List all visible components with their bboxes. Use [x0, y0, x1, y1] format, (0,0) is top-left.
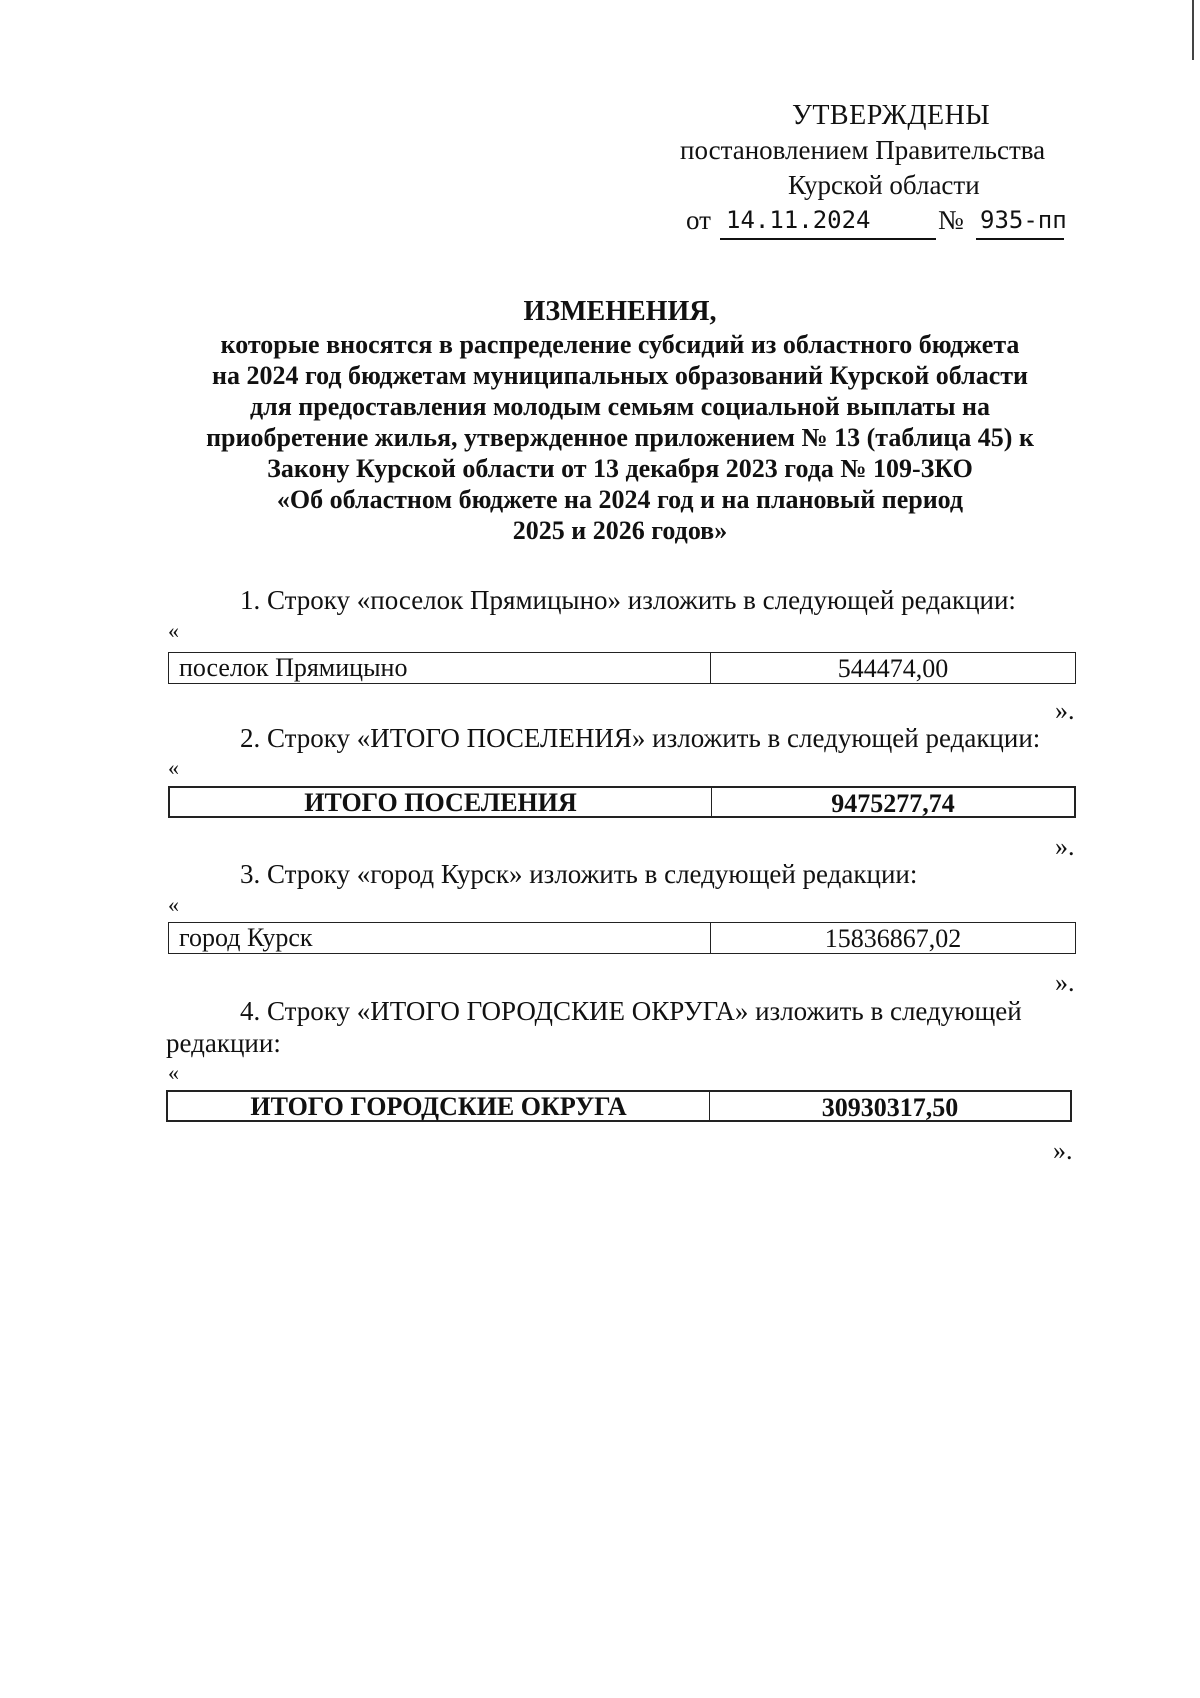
approval-title: УТВЕРЖДЕНЫ: [792, 100, 991, 131]
heading-line: 2025 и 2026 годов»: [512, 516, 728, 545]
row-2-name: ИТОГО ПОСЕЛЕНИЯ: [170, 788, 712, 816]
quote-close-4: ».: [1053, 1136, 1073, 1165]
quote-open-4: «: [168, 1060, 179, 1085]
item-3-text: 3. Строку «город Курск» изложить в следующей редакции:: [240, 859, 918, 889]
document-heading: [160, 296, 1080, 546]
quote-close-2: ».: [1055, 832, 1075, 861]
approval-from-label: от: [686, 205, 711, 235]
approval-number-label: №: [938, 205, 964, 235]
row-4-value: 30930317,50: [821, 1093, 959, 1122]
quote-open-2: «: [168, 755, 179, 780]
heading-line: Закону Курской области от 13 декабря 2023 года № 109-ЗКО: [267, 454, 973, 483]
quote-close-3: ».: [1055, 968, 1075, 997]
row-1-value: 544474,00: [837, 654, 949, 683]
document-title: ИЗМЕНЕНИЯ,: [523, 296, 717, 327]
row-2-value: 9475277,74: [831, 789, 955, 818]
table-row-2: [168, 786, 1076, 818]
row-3-value: 15836867,02: [824, 924, 962, 953]
row-3-name: город Курск: [169, 923, 711, 953]
item-1-text: 1. Строку «поселок Прямицыно» изложить в следующей редакции:: [240, 585, 1016, 615]
heading-line: которые вносятся в распределение субсидий из областного бюджета: [220, 330, 1020, 359]
heading-line: «Об областном бюджете на 2024 год и на плановый период: [276, 485, 964, 514]
row-4-name: ИТОГО ГОРОДСКИЕ ОКРУГА: [168, 1092, 710, 1120]
scan-edge-line: [1192, 0, 1194, 60]
heading-line: на 2024 год бюджетам муниципальных образований Курской области: [211, 361, 1029, 390]
quote-open-3: «: [168, 892, 179, 917]
item-4-text: 4. Строку «ИТОГО ГОРОДСКИЕ ОКРУГА» изложить в следующей редакции:: [166, 996, 1022, 1058]
table-row-3: [168, 922, 1076, 954]
table-row-4: [166, 1090, 1072, 1122]
quote-close-1: ».: [1055, 696, 1075, 725]
heading-line: приобретение жилья, утвержденное приложением № 13 (таблица 45) к: [206, 423, 1034, 452]
approval-block: [640, 98, 1080, 238]
approval-date: 14.11.2024: [720, 203, 936, 240]
quote-open-1: «: [168, 618, 179, 643]
approval-line-2: Курской области: [788, 170, 980, 200]
approval-number: 935-пп: [976, 203, 1064, 240]
table-row-1: [168, 652, 1076, 684]
approval-line-1: постановлением Правительства: [680, 135, 1046, 165]
item-2-text: 2. Строку «ИТОГО ПОСЕЛЕНИЯ» изложить в следующей редакции:: [240, 723, 1041, 753]
row-1-name: поселок Прямицыно: [169, 653, 711, 683]
heading-line: для предоставления молодым семьям социальной выплаты на: [249, 392, 991, 421]
